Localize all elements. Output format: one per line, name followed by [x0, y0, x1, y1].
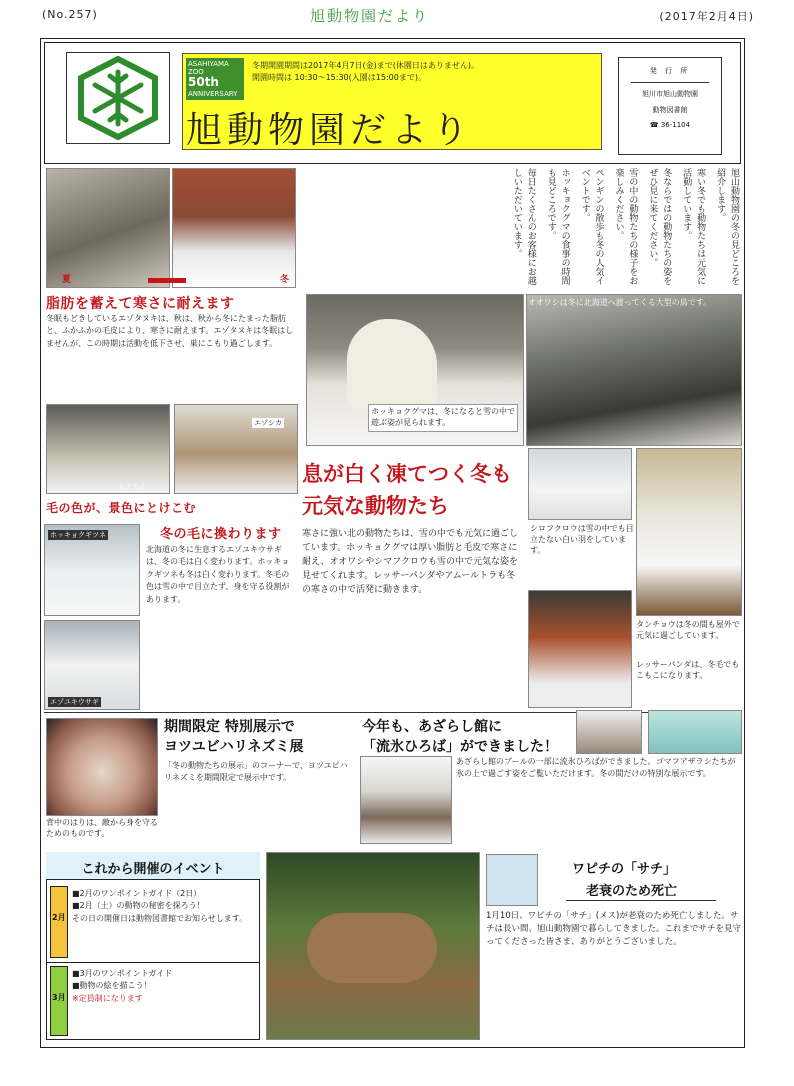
crane-caption: タンチョウは冬の間も屋外で元気に過ごしています。 [636, 620, 740, 640]
winter-heading-1: 息が白く凍てつく冬も [302, 462, 512, 486]
events-row2-list [72, 968, 256, 1005]
seal-underwater-photo [648, 710, 742, 754]
notice-underline [566, 900, 716, 901]
special-title-2: ヨツユビハリネズミ展 [164, 739, 304, 755]
seal-ice-photo [360, 756, 452, 844]
events-divider [46, 962, 260, 963]
reindeer-caption: 毛の色が、景色にとけこむ [46, 501, 197, 515]
notice-title-2: 老衰のため死亡 [586, 884, 678, 899]
special-text: 「冬の動物たちの展示」のコーナーで、ヨツユビハリネズミを期間限定で展示中です。 [164, 761, 348, 783]
hours-line1: 冬期開園期間は2017年4月7日(金)まで(休園日はありません)。 [252, 61, 480, 70]
newsletter-title [186, 102, 598, 153]
wapiti-shape [307, 913, 437, 983]
vertical-article [300, 168, 740, 292]
events-box [46, 852, 260, 1040]
vertical-column: 毎日たくさんのお客様にお越しいただいています。 [511, 168, 536, 285]
event-item: ■3月のワンポイントガイド [72, 969, 173, 978]
tanuki-winter-label: 冬 [280, 275, 290, 285]
events-row1-label: 2月 [52, 913, 66, 922]
eagle-photo [526, 294, 742, 446]
panda-caption: レッサーパンダは、冬毛でもこもこになります。 [636, 660, 740, 680]
notice-photo [486, 854, 538, 906]
special-title-1: 期間限定 特別展示で [164, 719, 295, 735]
eagle-caption: オオワシは冬に北海道へ渡ってくる大型の鳥です。 [528, 298, 712, 307]
badge-line1: ASAHIYAMA ZOO [188, 60, 229, 77]
events-row1-list [72, 888, 256, 925]
newsletter-title-text: 旭動物園だより [186, 110, 474, 151]
event-item: ■2月のワンポイントガイド（2日） [72, 889, 202, 898]
events-row2-label: 3月 [52, 993, 66, 1002]
event-item: ■2月（土）の動物の秘密を探ろう！ [72, 901, 205, 911]
reindeer-photo [46, 404, 170, 494]
seal-title-2: 「流氷ひろば」ができました！ [362, 739, 558, 755]
owl-caption: シロフクロウは雪の中でも目立たない白い羽をしています。 [530, 524, 634, 555]
red-panda-photo [528, 590, 632, 708]
snowflake-logo-icon [75, 56, 161, 140]
badge-line2: ANNIVERSARY [188, 89, 238, 98]
tanuki-heading: 脂肪を蓄えて寒さに耐えます [46, 296, 235, 312]
event-item: ■動物の絵を描こう！ [72, 981, 152, 991]
vertical-column: ペンギンの散歩も冬の人気イベントです。 [579, 168, 604, 285]
anniversary-badge [186, 58, 244, 100]
vertical-column: ホッキョクグマの食事の時間も見どころです。 [545, 168, 570, 285]
events-title: これから開催のイベント [46, 852, 260, 880]
ezo-label: エゾシカ [254, 419, 282, 427]
opening-hours [252, 60, 598, 85]
seal-photo-small [576, 710, 642, 754]
notice-title-1: ワピチの「サチ」 [572, 862, 677, 877]
hare-heading: 冬の毛に換わります [160, 527, 282, 542]
zoo-logo [66, 52, 170, 144]
issue-number: (No.257) [42, 8, 98, 21]
badge-number: 50th [188, 75, 219, 90]
vertical-column: 寒い冬でも動物たちは元気に活動しています。 [681, 168, 706, 285]
tanuki-summer-photo [46, 168, 170, 288]
issue-date: (2017年2月4日) [659, 10, 754, 23]
publisher-dept: 動物図書館 [652, 106, 688, 114]
hedgehog-caption: 背中のはりは、敵から身を守るためのものです。 [46, 818, 158, 838]
winter-text: 寒さに強い北の動物たちは、雪の中でも元気に過ごしています。ホッキョクグマは厚い脂肪と毛皮で寒さに耐え、オオワシやシマフクロウも雪の中で元気な姿を見せてくれます。レッサーパンダやアムールトラも冬の寒さの中で活発に動きます。 [302, 529, 519, 595]
header-mini-title: 旭動物園だより [310, 7, 430, 25]
hedgehog-photo [46, 718, 158, 816]
tanuki-text: 冬眠もどきしているエゾタヌキは、秋は、秋から冬にたまった脂肪と、ふかふかの毛皮により、寒さに耐えます。エゾタヌキは冬眠はしませんが、この時期は活動を低下させ、巣にこもり過ごします。 [46, 314, 294, 348]
seal-text: あざらし館のプールの一部に流氷ひろばができました。ゴマフアザラシたちが氷の上で過ごす姿をご覧いただけます。冬の間だけの特別な展示です。 [456, 757, 736, 779]
hare-text: 北海道の冬に生息するエゾユキウサギは、冬の毛は白く変わります。ホッキョクギツネも冬は白く変わります。冬毛の色は雪の中で目立たず、身を守る役割があります。 [146, 545, 290, 604]
notice-text: 1月10日、ワピチの「サチ」(メス)が老衰のため死亡しました。サチは長い間、旭山動物園で暮らしてきました。これまでサチを見守ってくださった皆さま、ありがとうございました。 [486, 911, 742, 948]
snow-hare-label: エゾユキウサギ [50, 698, 99, 706]
vertical-column: 旭山動物園の冬の見どころを紹介します。 [715, 168, 739, 285]
publisher-tel: ☎ 36-1104 [649, 121, 691, 129]
event-item: ※定員制になります [72, 993, 143, 1003]
snowy-owl-photo [528, 448, 632, 520]
publisher-label: 発 行 所 [631, 66, 709, 83]
publisher-box [618, 57, 722, 155]
polar-caption: ホッキョクグマは、冬になると雪の中で遊ぶ姿が見られます。 [368, 404, 518, 432]
tanuki-winter-photo [172, 168, 296, 288]
winter-heading-2: 元気な動物たち [302, 494, 449, 518]
event-item: その日の開催日は動物図書館でお知らせします。 [72, 913, 248, 923]
vertical-column: 冬ならではの動物たちの姿をぜひ見に来てください。 [647, 168, 672, 285]
red-crowned-crane-photo [636, 448, 742, 616]
publisher-name: 旭川市旭山動物園 [642, 90, 698, 98]
polar-bear-shape [347, 319, 437, 415]
hours-line2: 開園時間は 10:30〜15:30(入園は15:00まで)。 [252, 73, 426, 83]
arrow-right-icon [148, 278, 186, 283]
vertical-column: 雪の中の動物たちの様子をお楽しみください。 [613, 168, 638, 285]
wapiti-photo [266, 852, 480, 1040]
tanuki-summer-label: 夏 [62, 275, 72, 285]
arctic-fox-label: ホッキョクギツネ [50, 531, 106, 539]
reindeer-label: トナカイ [118, 483, 146, 491]
seal-title-1: 今年も、あざらし館に [362, 719, 502, 735]
